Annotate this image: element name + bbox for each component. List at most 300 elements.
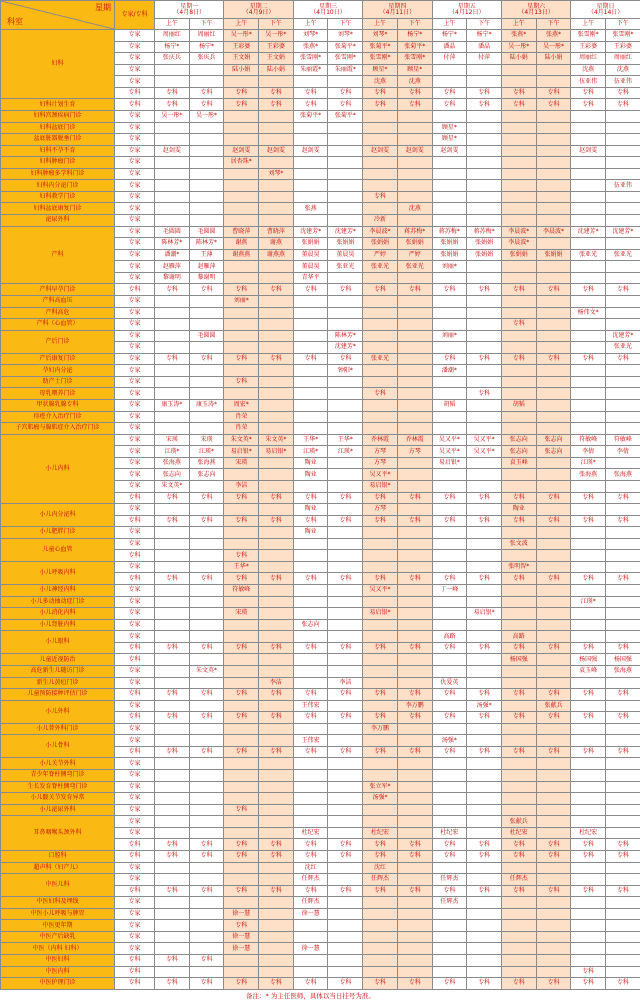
schedule-cell — [432, 804, 467, 816]
schedule-cell — [467, 770, 502, 782]
schedule-cell — [397, 781, 432, 793]
schedule-cell: 蒋苏梅* — [432, 226, 467, 238]
schedule-cell: 专科 — [155, 642, 190, 654]
schedule-cell — [536, 931, 571, 943]
schedule-cell — [155, 804, 190, 816]
schedule-cell: 陆小娟 — [536, 53, 571, 65]
schedule-cell — [606, 376, 640, 388]
clinic-type: 专科 — [115, 885, 155, 897]
schedule-cell — [328, 897, 363, 909]
schedule-cell — [189, 203, 224, 215]
schedule-cell: 江瑛* — [571, 596, 606, 608]
schedule-cell: 肖荣 — [224, 423, 259, 435]
schedule-cell: 专科 — [501, 573, 536, 585]
schedule-cell: 专科 — [293, 712, 328, 724]
schedule-cell — [432, 550, 467, 562]
schedule-cell — [536, 480, 571, 492]
schedule-cell — [432, 665, 467, 677]
schedule-cell — [536, 677, 571, 689]
schedule-cell: 李万鹏 — [397, 700, 432, 712]
schedule-cell: 专科 — [328, 353, 363, 365]
schedule-cell: 任辉杰 — [501, 874, 536, 886]
schedule-body — [1, 1, 640, 990]
table-row — [1, 99, 640, 111]
weekday-name: 星期四 — [388, 2, 407, 10]
schedule-cell — [189, 654, 224, 666]
schedule-cell: 赵剑雯 — [363, 145, 398, 157]
schedule-cell: 顾星* — [363, 64, 398, 76]
schedule-cell: 陶业 — [293, 527, 328, 539]
schedule-cell: 胡韬 — [432, 400, 467, 412]
schedule-cell — [293, 342, 328, 354]
schedule-cell — [189, 388, 224, 400]
schedule-cell: 李晨波* — [536, 226, 571, 238]
schedule-cell — [328, 180, 363, 192]
schedule-cell — [606, 874, 640, 886]
schedule-cell — [606, 585, 640, 597]
schedule-cell — [432, 307, 467, 319]
schedule-cell — [259, 215, 294, 227]
schedule-cell: 专科 — [397, 712, 432, 724]
schedule-cell — [536, 272, 571, 284]
schedule-cell: 专科 — [224, 573, 259, 585]
schedule-cell: 张海燕 — [571, 469, 606, 481]
schedule-cell — [432, 908, 467, 920]
schedule-cell — [571, 538, 606, 550]
schedule-cell — [328, 307, 363, 319]
schedule-cell: 专科 — [189, 885, 224, 897]
department-name: 产后康复门诊 — [1, 353, 115, 365]
schedule-cell — [259, 469, 294, 481]
schedule-cell: 赵剑雯 — [397, 145, 432, 157]
department-name: 助产士门诊 — [1, 376, 115, 388]
table-row — [1, 665, 640, 677]
schedule-cell — [397, 122, 432, 134]
schedule-cell: 陈林芳* — [155, 238, 190, 250]
department-name: 小儿内科 — [1, 434, 115, 503]
weekday-date: （4月13日） — [518, 8, 554, 16]
schedule-cell — [571, 504, 606, 516]
clinic-type: 专家 — [115, 619, 155, 631]
schedule-cell: 张燕* — [501, 30, 536, 42]
schedule-cell: 专科 — [571, 515, 606, 527]
schedule-cell — [189, 504, 224, 516]
schedule-cell — [397, 827, 432, 839]
schedule-cell — [606, 168, 640, 180]
schedule-cell — [467, 157, 502, 169]
department-name: 小儿普外科门诊 — [1, 723, 115, 735]
department-name: 小儿肾脏内科 — [1, 619, 115, 631]
schedule-cell — [259, 561, 294, 573]
table-row — [1, 585, 640, 597]
schedule-cell — [536, 110, 571, 122]
schedule-cell: 徐一慧 — [293, 943, 328, 955]
schedule-cell: 专科 — [606, 839, 640, 851]
header-am: 上午 — [224, 19, 259, 30]
schedule-cell — [189, 770, 224, 782]
schedule-cell — [467, 330, 502, 342]
schedule-cell — [571, 816, 606, 828]
schedule-cell — [328, 700, 363, 712]
schedule-cell: 张志向 — [536, 434, 571, 446]
department-name: 妇科肿瘤多学科门诊 — [1, 168, 115, 180]
schedule-cell: 专科 — [536, 978, 571, 990]
department-name: 泌尿外科 — [1, 215, 115, 227]
schedule-cell — [606, 110, 640, 122]
schedule-cell: 宋瑛 — [224, 457, 259, 469]
schedule-cell — [293, 955, 328, 967]
schedule-cell — [606, 827, 640, 839]
schedule-cell: 专科 — [432, 712, 467, 724]
schedule-cell — [467, 943, 502, 955]
schedule-cell — [224, 215, 259, 227]
table-row — [1, 816, 640, 828]
schedule-cell — [467, 480, 502, 492]
schedule-cell — [189, 122, 224, 134]
clinic-type: 专家 — [115, 793, 155, 805]
day-header — [501, 1, 570, 19]
schedule-cell — [259, 191, 294, 203]
schedule-cell — [606, 816, 640, 828]
schedule-cell: 专科 — [224, 746, 259, 758]
schedule-cell — [432, 619, 467, 631]
table-row — [1, 538, 640, 550]
schedule-cell — [224, 191, 259, 203]
schedule-cell: 专科 — [432, 850, 467, 862]
schedule-cell: 张亚光 — [571, 249, 606, 261]
schedule-cell — [328, 400, 363, 412]
table-row — [1, 943, 640, 955]
schedule-cell — [467, 423, 502, 435]
schedule-cell — [328, 920, 363, 932]
schedule-cell — [467, 920, 502, 932]
clinic-type: 专家 — [115, 319, 155, 331]
schedule-cell: 胡韬 — [501, 400, 536, 412]
schedule-cell — [155, 897, 190, 909]
clinic-type: 专家 — [115, 596, 155, 608]
schedule-cell: 张亚光 — [606, 249, 640, 261]
schedule-cell: 张菊平* — [363, 41, 398, 53]
schedule-cell — [536, 504, 571, 516]
schedule-cell: 专科 — [259, 850, 294, 862]
schedule-cell — [467, 215, 502, 227]
department-name: 小儿消化内科 — [1, 608, 115, 620]
schedule-cell: 潘潮* — [432, 365, 467, 377]
schedule-cell: 专科 — [501, 850, 536, 862]
clinic-type: 专家 — [115, 446, 155, 458]
schedule-cell — [224, 469, 259, 481]
schedule-cell — [536, 527, 571, 539]
schedule-cell — [536, 619, 571, 631]
clinic-type: 专家 — [115, 423, 155, 435]
day-header — [224, 1, 293, 19]
schedule-cell — [328, 411, 363, 423]
schedule-cell: 张亚光 — [606, 342, 640, 354]
schedule-cell: 专科 — [571, 746, 606, 758]
schedule-cell — [363, 908, 398, 920]
schedule-cell: 专科 — [501, 492, 536, 504]
schedule-cell: 专科 — [293, 87, 328, 99]
schedule-cell — [501, 723, 536, 735]
schedule-cell: 专科 — [328, 712, 363, 724]
schedule-cell — [293, 330, 328, 342]
schedule-cell — [536, 596, 571, 608]
schedule-cell: 张菊平* — [328, 110, 363, 122]
schedule-cell — [189, 538, 224, 550]
schedule-cell — [397, 388, 432, 400]
schedule-cell: 专科 — [606, 642, 640, 654]
schedule-cell: 专科 — [224, 353, 259, 365]
schedule-cell: 专科 — [606, 885, 640, 897]
schedule-cell: 吴一彤* — [501, 41, 536, 53]
schedule-cell — [571, 215, 606, 227]
schedule-cell — [328, 665, 363, 677]
schedule-cell — [501, 122, 536, 134]
schedule-cell: 专科 — [259, 712, 294, 724]
clinic-type: 专家 — [115, 469, 155, 481]
schedule-cell — [467, 272, 502, 284]
schedule-cell: 专科 — [293, 885, 328, 897]
schedule-cell — [293, 180, 328, 192]
schedule-cell — [571, 110, 606, 122]
department-name: 儿童预防接种评估门诊 — [1, 689, 115, 701]
table-row — [1, 619, 640, 631]
schedule-cell — [189, 920, 224, 932]
table-row — [1, 608, 640, 620]
schedule-cell — [571, 804, 606, 816]
schedule-cell — [571, 631, 606, 643]
schedule-cell — [397, 480, 432, 492]
schedule-cell: 专科 — [501, 642, 536, 654]
schedule-cell — [467, 191, 502, 203]
schedule-cell — [432, 203, 467, 215]
schedule-cell: 吴又平* — [432, 446, 467, 458]
schedule-cell — [155, 943, 190, 955]
weekday-date: （4月12日） — [449, 8, 485, 16]
schedule-cell — [363, 804, 398, 816]
schedule-cell — [363, 816, 398, 828]
schedule-cell — [536, 64, 571, 76]
schedule-cell: 专科 — [224, 492, 259, 504]
schedule-cell — [501, 966, 536, 978]
schedule-cell — [293, 319, 328, 331]
schedule-cell: 符敏峰 — [571, 434, 606, 446]
schedule-cell — [606, 561, 640, 573]
schedule-cell: 董晨昊 — [328, 249, 363, 261]
schedule-cell — [467, 966, 502, 978]
clinic-type: 专家 — [115, 457, 155, 469]
schedule-cell — [432, 596, 467, 608]
schedule-cell: 方琴 — [397, 446, 432, 458]
department-name: 中医（内科 妇科） — [1, 943, 115, 955]
schedule-cell: 专科 — [467, 642, 502, 654]
schedule-cell: 张娟娟 — [328, 238, 363, 250]
schedule-cell — [606, 272, 640, 284]
schedule-cell — [328, 908, 363, 920]
schedule-cell — [501, 342, 536, 354]
department-name: 妇科盆底康复门诊 — [1, 203, 115, 215]
schedule-cell: 专科 — [397, 284, 432, 296]
schedule-cell — [189, 677, 224, 689]
schedule-cell: 专科 — [467, 284, 502, 296]
schedule-cell: 专科 — [363, 515, 398, 527]
schedule-cell: 张志向 — [189, 469, 224, 481]
schedule-cell: 专科 — [536, 642, 571, 654]
table-row — [1, 330, 640, 342]
schedule-cell — [155, 827, 190, 839]
schedule-cell — [363, 203, 398, 215]
schedule-cell — [328, 631, 363, 643]
schedule-cell: 沈燕 — [571, 64, 606, 76]
schedule-cell — [536, 330, 571, 342]
table-row — [1, 353, 640, 365]
table-row — [1, 400, 640, 412]
schedule-cell: 张娟娟 — [536, 249, 571, 261]
schedule-cell — [155, 203, 190, 215]
schedule-cell: 专科 — [432, 87, 467, 99]
schedule-cell: 张娟娟 — [432, 238, 467, 250]
table-row — [1, 284, 640, 296]
clinic-type: 专家 — [115, 770, 155, 782]
schedule-cell — [501, 955, 536, 967]
schedule-cell — [571, 261, 606, 273]
schedule-cell — [571, 376, 606, 388]
table-row — [1, 596, 640, 608]
schedule-cell — [224, 388, 259, 400]
department-name: 产科（心血管） — [1, 319, 115, 331]
schedule-cell: 专科 — [224, 550, 259, 562]
schedule-cell: 张雪刚* — [328, 53, 363, 65]
clinic-type: 专科 — [115, 839, 155, 851]
department-name: 小儿肥胖门诊 — [1, 527, 115, 539]
schedule-cell: 沈燕 — [606, 64, 640, 76]
schedule-cell — [293, 816, 328, 828]
schedule-cell — [397, 423, 432, 435]
schedule-cell — [571, 272, 606, 284]
department-name: 小儿神经内科 — [1, 585, 115, 597]
schedule-cell: 专科 — [571, 978, 606, 990]
schedule-cell — [606, 504, 640, 516]
schedule-cell — [224, 342, 259, 354]
schedule-cell: 谢燕燕 — [224, 249, 259, 261]
schedule-cell — [363, 365, 398, 377]
schedule-cell: 方琴 — [363, 504, 398, 516]
schedule-cell — [328, 931, 363, 943]
schedule-cell — [432, 931, 467, 943]
schedule-cell — [363, 342, 398, 354]
schedule-cell: 张雪刚* — [363, 53, 398, 65]
schedule-cell — [224, 862, 259, 874]
schedule-cell — [189, 561, 224, 573]
schedule-cell: 专科 — [432, 839, 467, 851]
schedule-cell — [467, 261, 502, 273]
schedule-cell — [363, 561, 398, 573]
schedule-cell — [432, 966, 467, 978]
header-row-days — [1, 1, 640, 19]
schedule-cell: 专科 — [293, 492, 328, 504]
schedule-cell — [328, 215, 363, 227]
schedule-cell — [155, 631, 190, 643]
schedule-cell — [259, 400, 294, 412]
schedule-cell — [259, 272, 294, 284]
clinic-type: 专家 — [115, 665, 155, 677]
schedule-cell — [467, 134, 502, 146]
schedule-cell — [363, 168, 398, 180]
table-row — [1, 966, 640, 978]
table-row — [1, 874, 640, 886]
schedule-cell — [501, 943, 536, 955]
schedule-cell — [606, 943, 640, 955]
schedule-cell: 汤强* — [432, 735, 467, 747]
schedule-cell: 专科 — [155, 850, 190, 862]
schedule-cell: 专科 — [536, 573, 571, 585]
schedule-cell: 蒋苏梅* — [467, 226, 502, 238]
schedule-cell: 专科 — [224, 978, 259, 990]
schedule-cell: 王彩婆 — [606, 41, 640, 53]
schedule-cell: 刘琴* — [328, 30, 363, 42]
schedule-cell — [536, 76, 571, 88]
schedule-cell: 袁玉峰 — [501, 457, 536, 469]
department-name: 生长发育脊柱侧弯门诊 — [1, 781, 115, 793]
schedule-cell: 沈燕 — [397, 203, 432, 215]
schedule-cell: 任辉杰 — [432, 897, 467, 909]
schedule-cell — [293, 665, 328, 677]
schedule-cell: 赵剑雯 — [259, 145, 294, 157]
department-name: 中医妇科 — [1, 955, 115, 967]
schedule-cell: 任辉杰 — [293, 874, 328, 886]
schedule-cell — [293, 122, 328, 134]
schedule-cell: 专科 — [328, 87, 363, 99]
schedule-cell — [501, 469, 536, 481]
schedule-cell — [328, 203, 363, 215]
schedule-cell: 专科 — [224, 376, 259, 388]
schedule-cell — [397, 561, 432, 573]
schedule-cell — [397, 157, 432, 169]
schedule-cell — [259, 920, 294, 932]
day-header — [363, 1, 432, 19]
table-row — [1, 862, 640, 874]
table-row — [1, 804, 640, 816]
schedule-cell — [501, 411, 536, 423]
schedule-cell: 张菊平* — [293, 110, 328, 122]
schedule-cell — [606, 619, 640, 631]
schedule-cell — [259, 585, 294, 597]
schedule-cell — [224, 700, 259, 712]
schedule-cell: 刘琴* — [363, 30, 398, 42]
clinic-type: 专科 — [115, 955, 155, 967]
schedule-cell — [363, 931, 398, 943]
schedule-cell: 专科 — [293, 850, 328, 862]
schedule-cell: 专科 — [432, 689, 467, 701]
schedule-cell: 陶业 — [293, 457, 328, 469]
schedule-cell — [189, 64, 224, 76]
schedule-cell: 王伟宏 — [293, 735, 328, 747]
table-row — [1, 631, 640, 643]
header-am: 上午 — [571, 19, 606, 30]
schedule-cell — [259, 608, 294, 620]
schedule-cell — [224, 122, 259, 134]
schedule-cell: 专科 — [259, 284, 294, 296]
schedule-cell: 专科 — [155, 689, 190, 701]
schedule-cell — [397, 596, 432, 608]
day-header — [571, 1, 640, 19]
schedule-cell — [571, 319, 606, 331]
schedule-cell — [224, 631, 259, 643]
schedule-cell: 专科 — [501, 885, 536, 897]
clinic-type: 专家 — [115, 76, 155, 88]
schedule-cell — [571, 550, 606, 562]
schedule-cell — [328, 619, 363, 631]
